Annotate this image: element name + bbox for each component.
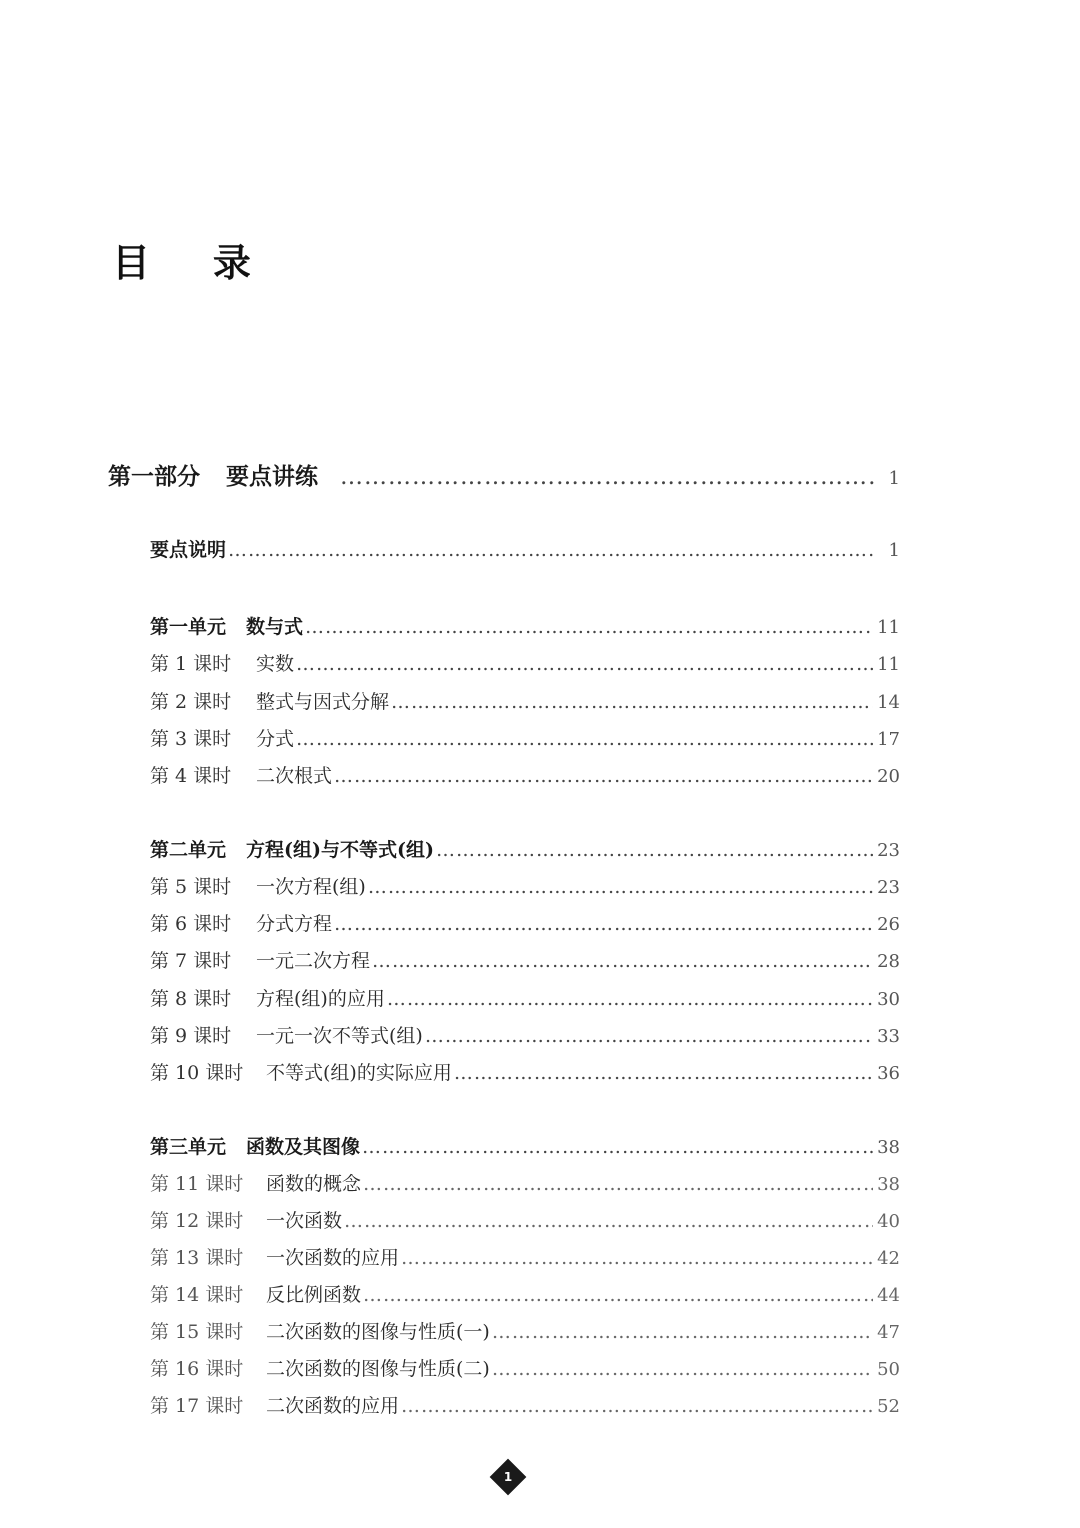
lesson-title: 一元二次方程: [256, 950, 371, 972]
dot-leader: [454, 1060, 873, 1086]
page-number: 14: [877, 692, 900, 713]
unit-title: 函数及其图像: [246, 1136, 361, 1158]
dot-leader: [492, 1319, 873, 1345]
lesson-title: 实数: [256, 653, 295, 675]
dot-leader: [362, 1134, 873, 1160]
dot-leader: [363, 1171, 873, 1197]
lesson-label: 第 9 课时: [150, 1025, 232, 1047]
dot-leader: [425, 1023, 873, 1049]
intro-title: 要点说明: [150, 539, 227, 561]
dot-leader: [401, 1393, 873, 1419]
toc-lesson-entry[interactable]: [150, 948, 900, 974]
lesson-label: 第 7 课时: [150, 950, 232, 972]
toc-lesson-entry[interactable]: [150, 1171, 900, 1197]
lesson-title: 分式方程: [256, 913, 333, 935]
toc-lesson-entry[interactable]: [150, 1023, 900, 1049]
page-number: 44: [877, 1285, 900, 1306]
lesson-title: 一次函数: [266, 1210, 343, 1232]
toc-unit-entry[interactable]: [150, 614, 900, 640]
dot-leader: [296, 726, 873, 752]
page-number: 23: [877, 877, 900, 898]
toc-lesson-entry[interactable]: [150, 1282, 900, 1308]
page-number: 30: [877, 989, 900, 1010]
lesson-label: 第 12 课时: [150, 1210, 244, 1232]
page-number: 52: [877, 1396, 900, 1417]
lesson-title: 二次函数的图像与性质(一): [266, 1321, 490, 1343]
toc-lesson-entry[interactable]: [150, 1245, 900, 1271]
lesson-label: 第 6 课时: [150, 913, 232, 935]
toc-lesson-entry[interactable]: [150, 689, 900, 715]
toc-lesson-entry[interactable]: [150, 1356, 900, 1382]
toc-lesson-entry[interactable]: [150, 651, 900, 677]
lesson-title: 不等式(组)的实际应用: [266, 1062, 452, 1084]
lesson-label: 第 3 课时: [150, 728, 232, 750]
lesson-label: 第 17 课时: [150, 1395, 244, 1417]
dot-leader: [492, 1356, 873, 1382]
lesson-title: 分式: [256, 728, 295, 750]
toc-lesson-entry[interactable]: [150, 874, 900, 900]
toc-lesson-entry[interactable]: [150, 763, 900, 789]
page-number: 36: [877, 1063, 900, 1084]
lesson-label: 第 4 课时: [150, 765, 232, 787]
page-number: 26: [877, 914, 900, 935]
lesson-title: 一元一次不等式(组): [256, 1025, 423, 1047]
page-number-badge: [490, 1459, 526, 1495]
lesson-label: 第 16 课时: [150, 1358, 244, 1380]
dot-leader: [228, 537, 874, 563]
lesson-label: 第 1 课时: [150, 653, 232, 675]
dot-leader: [334, 911, 873, 937]
lesson-label: 第 10 课时: [150, 1062, 244, 1084]
dot-leader: [340, 462, 874, 492]
lesson-label: 第 11 课时: [150, 1173, 244, 1195]
toc-lesson-entry[interactable]: [150, 986, 900, 1012]
toc-part-entry[interactable]: [108, 462, 900, 492]
page-number: 23: [877, 840, 900, 861]
lesson-label: 第 13 课时: [150, 1247, 244, 1269]
toc-lesson-entry[interactable]: [150, 1208, 900, 1234]
toc-unit-entry[interactable]: [150, 1134, 900, 1160]
dot-leader: [296, 651, 873, 677]
page-number: 33: [877, 1026, 900, 1047]
lesson-label: 第 8 课时: [150, 988, 232, 1010]
page-number: 28: [877, 951, 900, 972]
toc-lesson-entry[interactable]: [150, 1393, 900, 1419]
lesson-title: 一次函数的应用: [266, 1247, 400, 1269]
unit-title: 方程(组)与不等式(组): [246, 839, 434, 861]
dot-leader: [372, 948, 873, 974]
page-number: 1: [888, 468, 900, 489]
lesson-label: 第 5 课时: [150, 876, 232, 898]
unit-title: 数与式: [246, 616, 304, 638]
unit-label: 第二单元: [150, 839, 227, 861]
dot-leader: [391, 689, 873, 715]
page-number: 20: [877, 766, 900, 787]
toc-lesson-entry[interactable]: [150, 911, 900, 937]
dot-leader: [334, 763, 873, 789]
footer-page-number: 1: [503, 1470, 513, 1484]
page-number: 38: [877, 1137, 900, 1158]
page-number: 50: [877, 1359, 900, 1380]
page-number: 11: [877, 654, 900, 675]
toc-lesson-entry[interactable]: [150, 726, 900, 752]
toc-unit-entry[interactable]: [150, 837, 900, 863]
part-title: 要点讲练: [226, 463, 318, 490]
dot-leader: [363, 1282, 873, 1308]
unit-label: 第一单元: [150, 616, 227, 638]
toc-lesson-entry[interactable]: [150, 1319, 900, 1345]
part-label: 第一部分: [108, 463, 200, 490]
dot-leader: [368, 874, 873, 900]
lesson-title: 一次方程(组): [256, 876, 366, 898]
toc-intro-entry[interactable]: [150, 537, 900, 563]
page-number: 47: [877, 1322, 900, 1343]
page-number: 17: [877, 729, 900, 750]
lesson-title: 整式与因式分解: [256, 691, 390, 713]
page-number: 38: [877, 1174, 900, 1195]
dot-leader: [401, 1245, 873, 1271]
lesson-title: 反比例函数: [266, 1284, 362, 1306]
page-number: 11: [877, 617, 900, 638]
page-number: 42: [877, 1248, 900, 1269]
lesson-label: 第 2 课时: [150, 691, 232, 713]
page-title: 目 录: [112, 241, 253, 285]
dot-leader: [436, 837, 873, 863]
lesson-label: 第 14 课时: [150, 1284, 244, 1306]
lesson-title: 二次函数的图像与性质(二): [266, 1358, 490, 1380]
dot-leader: [344, 1208, 873, 1234]
page-number: 40: [877, 1211, 900, 1232]
dot-leader: [387, 986, 873, 1012]
dot-leader: [305, 614, 873, 640]
lesson-label: 第 15 课时: [150, 1321, 244, 1343]
lesson-title: 二次函数的应用: [266, 1395, 400, 1417]
toc-lesson-entry[interactable]: [150, 1060, 900, 1086]
page-number: 1: [888, 540, 900, 561]
lesson-title: 函数的概念: [266, 1173, 362, 1195]
lesson-title: 方程(组)的应用: [256, 988, 385, 1010]
unit-label: 第三单元: [150, 1136, 227, 1158]
lesson-title: 二次根式: [256, 765, 333, 787]
